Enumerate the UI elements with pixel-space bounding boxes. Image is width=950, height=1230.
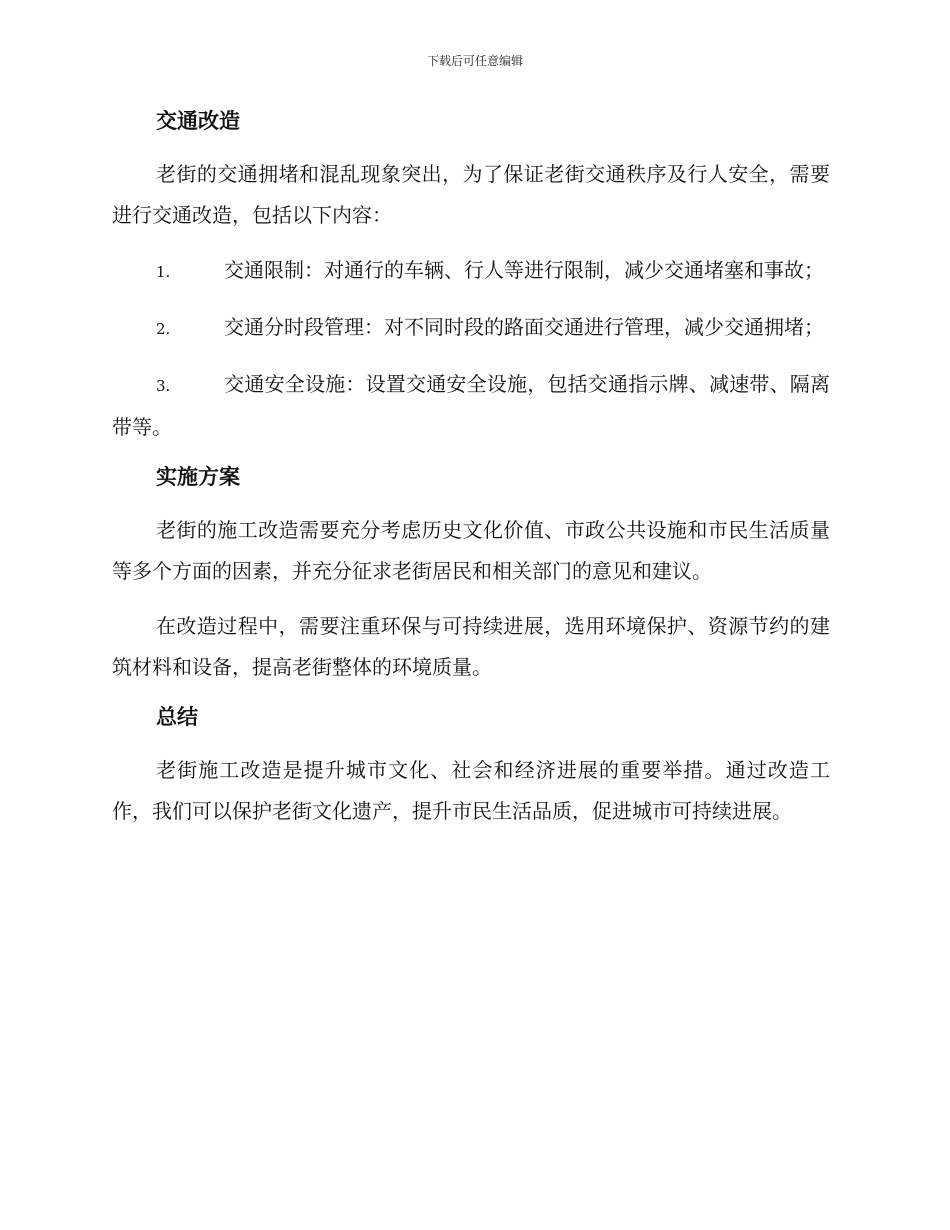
list-number: 3. — [156, 377, 171, 395]
section-heading: 实施方案 — [156, 465, 240, 489]
list-item — [112, 250, 830, 293]
paragraph: 老街的交通拥堵和混乱现象突出，为了保证老街交通秩序及行人安全，需要进行交通改造，包括以下内容： — [112, 162, 830, 227]
page-header: 下载后可任意编辑 — [426, 54, 523, 68]
section-heading: 交通改造 — [156, 109, 240, 133]
paragraph: 老街的施工改造需要充分考虑历史文化价值、市政公共设施和市民生活质量等多个方面的因素，并充分征求老街居民和相关部门的意见和建议。 — [112, 518, 830, 583]
section-traffic — [112, 106, 830, 448]
list-item — [112, 364, 830, 448]
section-implementation — [112, 462, 830, 688]
paragraph: 老街施工改造是提升城市文化、社会和经济进展的重要举措。通过改造工作，我们可以保护老街文化遗产，提升市民生活品质，促进城市可持续进展。 — [112, 758, 830, 823]
section-heading: 总结 — [156, 705, 198, 729]
document-body — [112, 106, 830, 846]
list-item — [112, 307, 830, 350]
list-text: 交通安全设施：设置交通安全设施，包括交通指示牌、减速带、隔离带等。 — [112, 372, 830, 439]
section-summary — [112, 702, 830, 832]
list-number: 2. — [156, 320, 171, 338]
list-text: 交通分时段管理：对不同时段的路面交通进行管理，减少交通拥堵； — [224, 315, 824, 339]
list-text: 交通限制：对通行的车辆、行人等进行限制，减少交通堵塞和事故； — [224, 258, 824, 282]
paragraph: 在改造过程中，需要注重环保与可持续进展，选用环境保护、资源节约的建筑材料和设备，提高老街整体的环境质量。 — [112, 614, 830, 679]
list-number: 1. — [156, 263, 171, 281]
